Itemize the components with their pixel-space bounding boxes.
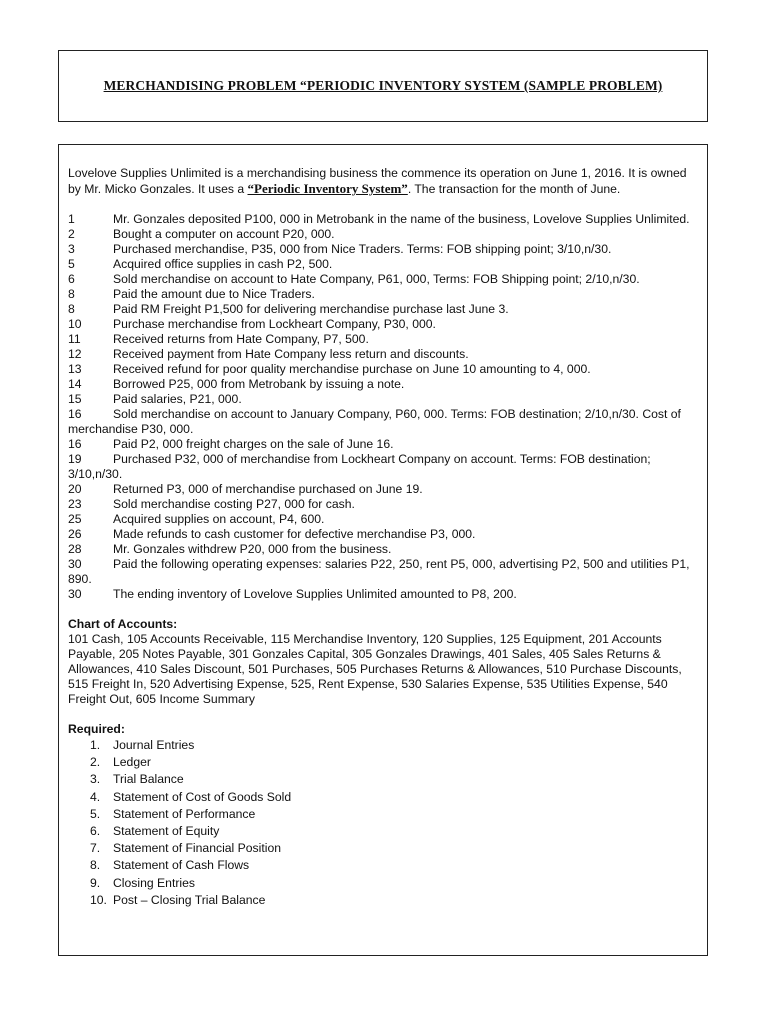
transaction-day: 23 (68, 497, 82, 511)
transaction-text: Made refunds to cash customer for defective merchandise P3, 000. (113, 527, 476, 541)
transaction-text: Bought a computer on account P20, 000. (113, 227, 335, 241)
transaction-day: 11 (68, 332, 81, 346)
transaction-day: 15 (68, 392, 82, 406)
transaction-row (68, 527, 696, 542)
required-item-text: Closing Entries (113, 875, 195, 890)
required-item-text: Statement of Equity (113, 824, 220, 839)
transaction-row (68, 452, 696, 482)
transaction-day: 20 (68, 482, 82, 496)
intro-paragraph (68, 166, 696, 197)
required-item (68, 737, 696, 754)
problem-content (68, 166, 696, 909)
transaction-row (68, 227, 696, 242)
transaction-text: Paid the amount due to Nice Traders. (113, 287, 315, 301)
transaction-day: 1 (68, 212, 75, 226)
transaction-day: 3 (68, 242, 75, 256)
transaction-text: Paid RM Freight P1,500 for delivering merchandise purchase last June 3. (113, 302, 509, 316)
transaction-row (68, 257, 696, 272)
transaction-day: 12 (68, 347, 82, 361)
transaction-text: Sold merchandise on account to Hate Company, P61, 000, Terms: FOB Shipping point; 2/10,n/30. (113, 272, 640, 286)
required-item-number: 1. (90, 738, 101, 752)
transaction-row (68, 317, 696, 332)
transaction-text: The ending inventory of Lovelove Supplies Unlimited amounted to P8, 200. (113, 587, 517, 601)
transaction-row (68, 497, 696, 512)
document-title: MERCHANDISING PROBLEM “PERIODIC INVENTORY SYSTEM (SAMPLE PROBLEM) (103, 78, 663, 93)
intro-text-after: . The transaction for the month of June. (407, 182, 621, 196)
transaction-day: 10 (68, 317, 82, 331)
transaction-day: 14 (68, 377, 82, 391)
transaction-row (68, 482, 696, 497)
transaction-text: Sold merchandise on account to January Company, P60, 000. Terms: FOB destination; 2/10,n/30. Cost of merchandise P30, 000. (68, 407, 681, 436)
required-item (68, 754, 696, 771)
transaction-day: 16 (68, 407, 82, 421)
required-item-number: 6. (90, 824, 101, 839)
transaction-day: 30 (68, 587, 82, 601)
transaction-day: 19 (68, 452, 82, 466)
transaction-row (68, 287, 696, 302)
transaction-day: 26 (68, 527, 82, 541)
required-item (68, 806, 696, 823)
transaction-day: 8 (68, 302, 75, 316)
required-item (68, 840, 696, 857)
required-item-number: 7. (90, 841, 101, 856)
required-item-text: Post – Closing Trial Balance (113, 892, 266, 907)
required-heading: Required: (68, 722, 125, 736)
transaction-text: Acquired supplies on account, P4, 600. (113, 512, 325, 526)
transaction-row (68, 272, 696, 287)
transaction-text: Purchase merchandise from Lockheart Company, P30, 000. (113, 317, 436, 331)
required-item-number: 9. (90, 875, 101, 890)
transaction-text: Paid P2, 000 freight charges on the sale of June 16. (113, 437, 394, 451)
transaction-day: 30 (68, 557, 82, 571)
required-item (68, 771, 696, 788)
required-item-text: Journal Entries (113, 738, 195, 752)
required-item-text: Statement of Performance (113, 806, 256, 821)
transaction-row (68, 512, 696, 527)
transaction-day: 28 (68, 542, 82, 556)
required-item (68, 789, 696, 806)
inventory-system-name: “Periodic Inventory System” (247, 181, 408, 196)
transaction-text: Received returns from Hate Company, P7, 500. (113, 332, 369, 346)
required-item-number: 4. (90, 789, 101, 804)
transaction-row (68, 242, 696, 257)
required-item-text: Statement of Financial Position (113, 841, 282, 856)
transaction-row (68, 542, 696, 557)
required-item-text: Statement of Cash Flows (113, 858, 250, 873)
required-item (68, 857, 696, 874)
transaction-text: Paid the following operating expenses: salaries P22, 250, rent P5, 000, advertising P2, 500 and utilities P1, 890. (68, 557, 690, 586)
transaction-text: Received refund for poor quality merchandise purchase on June 10 amounting to 4, 000. (113, 362, 591, 376)
transaction-text: Borrowed P25, 000 from Metrobank by issuing a note. (113, 377, 405, 391)
transaction-row (68, 437, 696, 452)
chart-of-accounts-heading: Chart of Accounts: (68, 617, 178, 631)
transaction-day: 8 (68, 287, 75, 301)
required-item-number: 3. (90, 772, 101, 787)
required-item (68, 823, 696, 840)
required-item-text: Ledger (113, 755, 151, 770)
transaction-day: 5 (68, 257, 75, 271)
transaction-row (68, 347, 696, 362)
required-item (68, 892, 696, 909)
intro-text-before: Lovelove Supplies Unlimited is a merchandising business the commence its operation on June 1, 2016. It is owned by Mr. Micko Gonzales. It uses a (68, 166, 687, 196)
required-list (68, 737, 696, 909)
transaction-text: Acquired office supplies in cash P2, 500. (113, 257, 333, 271)
transaction-text: Purchased merchandise, P35, 000 from Nice Traders. Terms: FOB shipping point; 3/10,n/30. (113, 242, 612, 256)
title-box (58, 50, 708, 122)
transaction-row (68, 377, 696, 392)
transaction-text: Returned P3, 000 of merchandise purchased on June 19. (113, 482, 423, 496)
transaction-text: Mr. Gonzales deposited P100, 000 in Metrobank in the name of the business, Lovelove Supplies Unlimited. (113, 212, 690, 226)
problem-box (58, 144, 708, 956)
required-item (68, 875, 696, 892)
transaction-day: 16 (68, 437, 82, 451)
required-item-number: 10. (90, 892, 107, 907)
transaction-day: 25 (68, 512, 82, 526)
required-item-number: 2. (90, 755, 101, 770)
required-item-text: Statement of Cost of Goods Sold (113, 789, 292, 804)
transaction-row (68, 407, 696, 437)
transaction-row (68, 557, 696, 587)
required-item-text: Trial Balance (113, 772, 184, 787)
transaction-day: 2 (68, 227, 75, 241)
transaction-row (68, 392, 696, 407)
transaction-text: Sold merchandise costing P27, 000 for cash. (113, 497, 355, 511)
transaction-row (68, 332, 696, 347)
transaction-row (68, 362, 696, 377)
transaction-list (68, 212, 696, 602)
transaction-row (68, 302, 696, 317)
required-item-number: 5. (90, 806, 101, 821)
transaction-text: Received payment from Hate Company less return and discounts. (113, 347, 469, 361)
transaction-row (68, 587, 696, 602)
chart-of-accounts-text: 101 Cash, 105 Accounts Receivable, 115 Merchandise Inventory, 120 Supplies, 125 Equipment, 201 Accounts Payable, 205 Notes Payable, 301 Gonzales Capital, 305 Gonzales Drawings, 401 Sales, 405 Sales Returns & Allowances, 410 Sales Discount, 501 Purchases, 505 Purchases Returns & Allowances, 510 Purchase Discounts, 515 Freight In, 520 Advertising Expense, 525, Rent Expense, 530 Salaries Expense, 535 Utilities Expense, 540 Freight Out, 605 Income Summary (68, 632, 682, 706)
transaction-text: Mr. Gonzales withdrew P20, 000 from the business. (113, 542, 392, 556)
transaction-row (68, 212, 696, 227)
transaction-text: Purchased P32, 000 of merchandise from Lockheart Company on account. Terms: FOB destination; 3/10,n/30. (68, 452, 651, 481)
required-item-number: 8. (90, 858, 101, 873)
transaction-day: 6 (68, 272, 75, 286)
transaction-text: Paid salaries, P21, 000. (113, 392, 242, 406)
transaction-day: 13 (68, 362, 82, 376)
